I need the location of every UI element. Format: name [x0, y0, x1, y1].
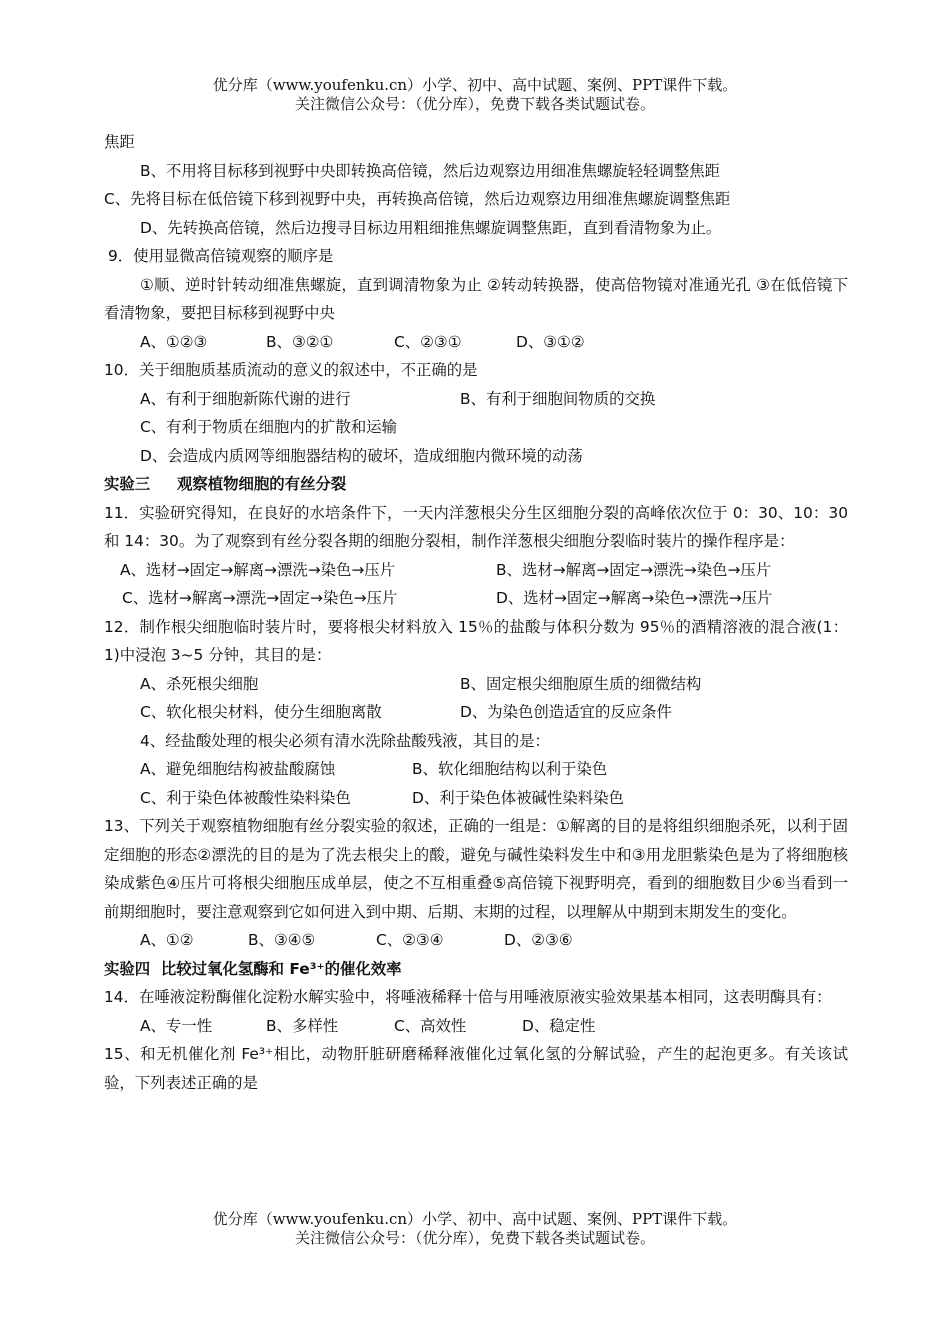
q14-option-d: D、稳定性 — [522, 1016, 596, 1035]
page-footer — [0, 1210, 950, 1248]
q14-option-c: C、高效性 — [394, 1016, 467, 1035]
q9-steps: ①顺、逆时针转动细准焦螺旋，直到调清物象为止 ②转动转换器，使高倍物镜对准通光孔 ③在低倍镜下看清物象，要把目标移到视野中央 — [104, 275, 848, 322]
q4-option-c: C、利于染色体被酸性染料染色 — [140, 788, 351, 807]
q4-stem: 4、经盐酸处理的根尖必须有清水洗除盐酸残液，其目的是： — [140, 731, 550, 750]
page-header — [0, 76, 950, 114]
q8-option-b: B、不用将目标移到视野中央即转换高倍镜，然后边观察边用细准焦螺旋轻轻调整焦距 — [140, 161, 721, 180]
q4-option-a: A、避免细胞结构被盐酸腐蚀 — [140, 760, 336, 778]
q12-options-ab — [104, 670, 848, 699]
q11-option-c: C、选材→解离→漂洗→固定→染色→压片 — [122, 589, 398, 607]
q9-option-c: C、②③① — [394, 332, 462, 351]
q9-options — [104, 328, 848, 357]
q9-stem: 9．使用显微高倍镜观察的顺序是 — [108, 247, 334, 265]
q14-stem: 14．在唾液淀粉酶催化淀粉水解实验中，将唾液稀释十倍与用唾液原液实验效果基本相同，这表明酶具有： — [104, 988, 832, 1006]
q13-option-c: C、②③④ — [376, 931, 444, 949]
q11-option-b: B、选材→解离→固定→漂洗→染色→压片 — [496, 560, 772, 579]
q12-stem: 12．制作根尖细胞临时装片时，要将根尖材料放入 15％的盐酸与体积分数为 95％的酒精溶液的混合液(1：1)中浸泡 3~5 分钟，其目的是： — [104, 617, 848, 664]
q12-option-b: B、固定根尖细胞原生质的细微结构 — [460, 674, 702, 693]
q11-option-a: A、选材→固定→解离→漂洗→染色→压片 — [120, 560, 396, 579]
q10-option-c: C、有利于物质在细胞内的扩散和运输 — [140, 418, 397, 436]
q9-option-b: B、③②① — [266, 332, 334, 351]
q11-option-d: D、选材→固定→解离→染色→漂洗→压片 — [496, 589, 773, 607]
q12-option-a: A、杀死根尖细胞 — [140, 674, 259, 693]
q8-continuation: 焦距 — [104, 133, 135, 151]
q4-options-ab — [104, 755, 848, 784]
q14-option-a: A、专一性 — [140, 1016, 213, 1035]
q10-option-b: B、有利于细胞间物质的交换 — [460, 389, 656, 408]
q4-options-cd — [104, 784, 848, 813]
q14-options — [104, 1012, 848, 1041]
footer-line-2: 关注微信公众号：（优分库），免费下载各类试题试卷。 — [294, 1229, 655, 1247]
q13-option-b: B、③④⑤ — [248, 931, 316, 949]
q13-options — [104, 926, 848, 955]
q9-option-d: D、③①② — [516, 332, 585, 351]
q10-option-a: A、有利于细胞新陈代谢的进行 — [140, 389, 351, 408]
experiment-4-title: 实验四 比较过氧化氢酶和 Fe³⁺的催化效率 — [104, 959, 402, 978]
q12-option-c: C、软化根尖材料，使分生细胞离散 — [140, 703, 382, 721]
q11-options-ab — [104, 556, 848, 585]
q13-option-d: D、②③⑥ — [504, 931, 573, 949]
q8-option-d: D、先转换高倍镜，然后边搜寻目标边用粗细推焦螺旋调整焦距，直到看清物象为止。 — [140, 218, 722, 237]
q14-option-b: B、多样性 — [266, 1016, 339, 1035]
q4-option-b: B、软化细胞结构以利于染色 — [412, 760, 608, 778]
q9-option-a: A、①②③ — [140, 332, 208, 351]
q11-stem: 11．实验研究得知，在良好的水培条件下，一天内洋葱根尖分生区细胞分裂的高峰依次位于 0：30、10：30 和 14：30。为了观察到有丝分裂各期的细胞分裂相，制作洋葱根尖细胞分裂临时装片的操作程序是： — [104, 503, 848, 550]
q13-option-a: A、①② — [140, 931, 194, 949]
q8-option-c: C、先将目标在低倍镜下移到视野中央，再转换高倍镜，然后边观察边用细准焦螺旋调整焦距 — [104, 190, 731, 208]
q11-options-cd — [104, 584, 848, 613]
header-line-1: 优分库（www.youfenku.cn）小学、初中、高中试题、案例、PPT课件下载。 — [212, 76, 738, 94]
q13-stem: 13、下列关于观察植物细胞有丝分裂实验的叙述，正确的一组是：①解离的目的是将组织细胞杀死，以利于固定细胞的形态②漂洗的目的是为了洗去根尖上的酸，避免与碱性染料发生中和③用龙胆紫染色是为了将细胞核染成紫色④压片可将根尖细胞压成单层，使之不互相重叠⑤高倍镜下视野明亮，看到的细胞数目少⑥当看到一前期细胞时，要注意观察到它如何进入到中期、后期、末期的过程，以理解从中期到末期发生的变化。 — [104, 817, 848, 921]
q12-option-d: D、为染色创造适宜的反应条件 — [460, 703, 672, 721]
footer-line-1: 优分库（www.youfenku.cn）小学、初中、高中试题、案例、PPT课件下载。 — [212, 1210, 738, 1228]
experiment-3-title: 实验三 观察植物细胞的有丝分裂 — [104, 475, 347, 493]
q12-options-cd — [104, 698, 848, 727]
q10-options-ab — [104, 385, 848, 414]
q10-option-d: D、会造成内质网等细胞器结构的破坏，造成细胞内微环境的动荡 — [140, 446, 583, 465]
q4-option-d: D、利于染色体被碱性染料染色 — [412, 788, 624, 807]
document-body — [104, 128, 848, 1097]
header-line-2: 关注微信公众号：（优分库），免费下载各类试题试卷。 — [294, 95, 655, 113]
q10-stem: 10．关于细胞质基质流动的意义的叙述中，不正确的是 — [104, 361, 478, 379]
q15-stem: 15、和无机催化剂 Fe³⁺相比，动物肝脏研磨稀释液催化过氧化氢的分解试验，产生的起泡更多。有关该试验，下列表述正确的是 — [104, 1045, 848, 1092]
